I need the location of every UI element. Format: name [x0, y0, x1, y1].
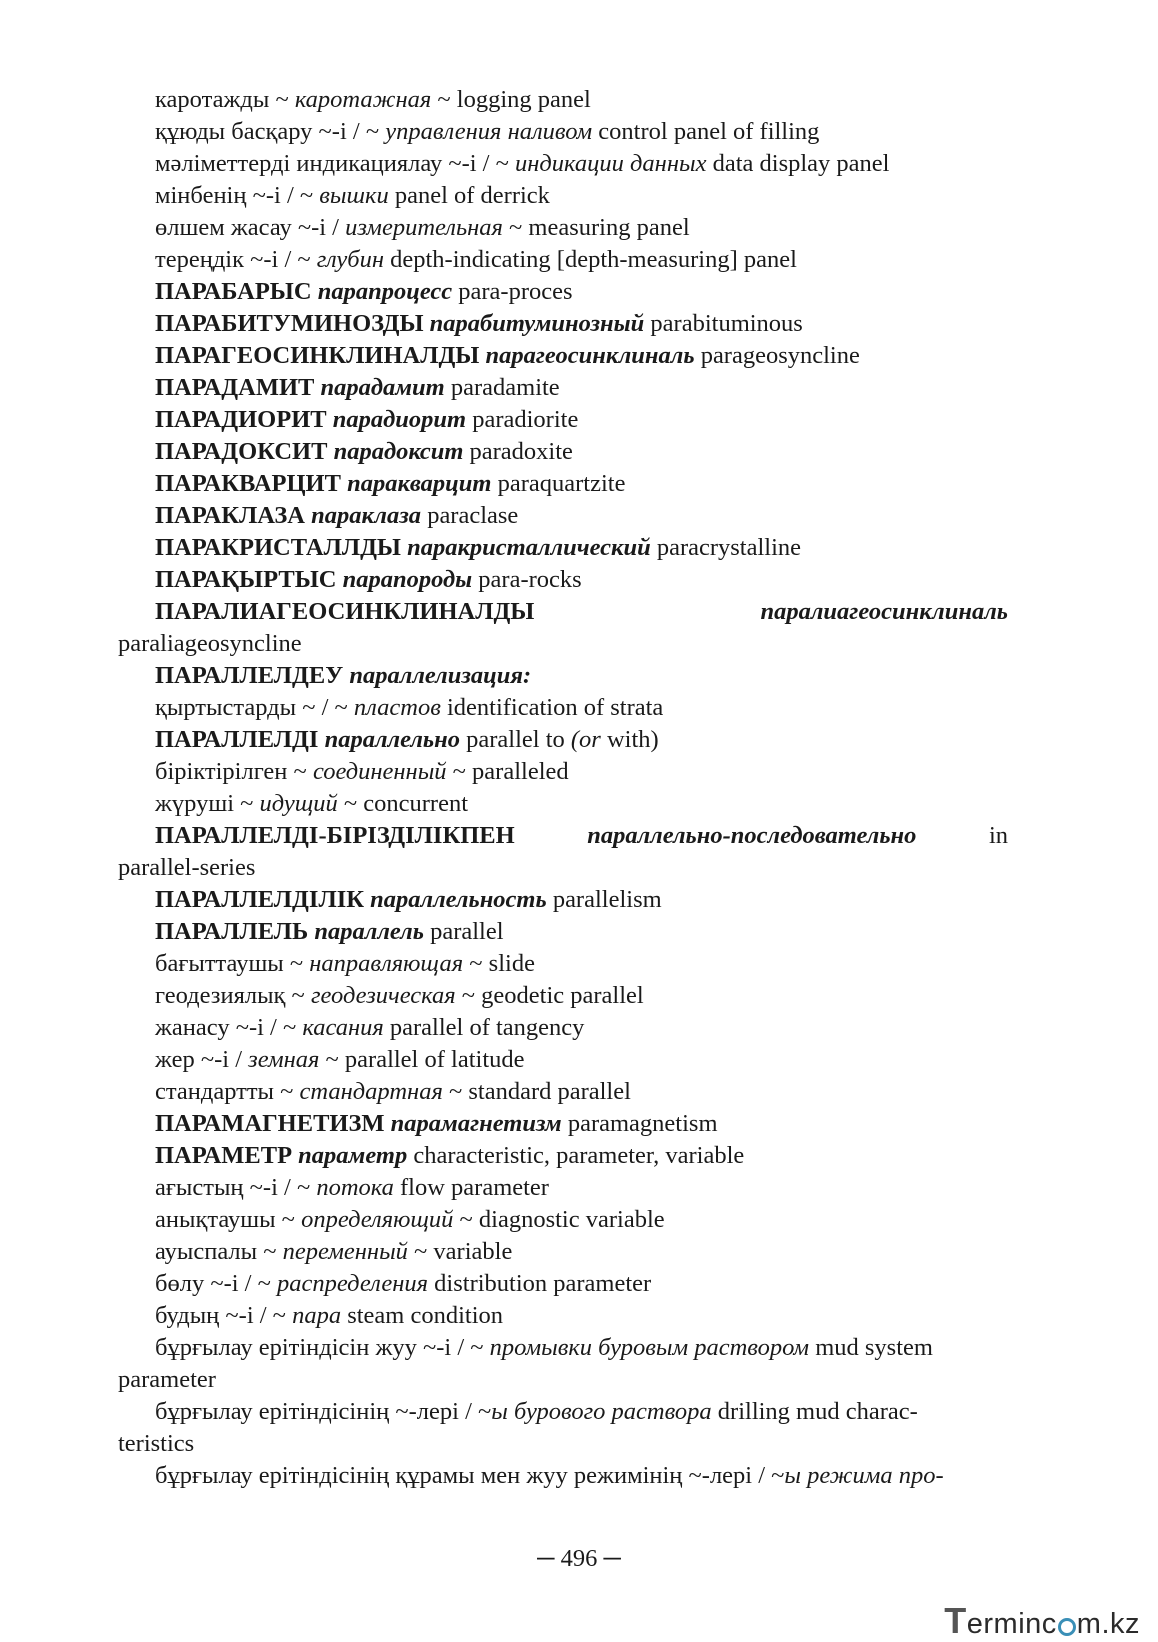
entry-text: біріктірілген ~	[155, 758, 313, 785]
russian-term: парадамит	[320, 374, 445, 401]
entry-subentry-line	[118, 1460, 1008, 1492]
entry-subentry-line	[118, 180, 1008, 212]
entry-text: control panel of filling	[592, 118, 820, 145]
entry-text: parallel-series	[118, 854, 256, 881]
entry-subentry-line	[118, 756, 1008, 788]
entry-text: геодезиялық ~	[155, 982, 311, 1009]
entry-text: depth-indicating [depth-measuring] panel	[383, 246, 797, 273]
entry-text: бұрғылау ерітіндісінің құрамы мен жуу режимінің ~-лері / ~	[155, 1462, 785, 1489]
watermark-o-icon	[1058, 1618, 1076, 1636]
headword: ПАРАМЕТР	[155, 1142, 293, 1169]
russian-text: индикации данных	[515, 150, 707, 177]
entry-subentry-line	[118, 1396, 1008, 1428]
termincom-watermark[interactable]	[944, 1600, 1140, 1642]
entry-headword-line	[118, 884, 1008, 916]
entry-text: paracrystalline	[650, 534, 802, 561]
entry-subentry-line	[118, 116, 1008, 148]
entry-subentry-line	[118, 948, 1008, 980]
entry-text: қыртыстарды ~ / ~	[155, 694, 354, 721]
russian-text: управления наливом	[385, 118, 593, 145]
entry-text: paraclase	[421, 502, 519, 529]
russian-term: парадиорит	[332, 406, 467, 433]
entry-text: paradoxite	[463, 438, 573, 465]
russian-term: параклаза	[311, 502, 422, 529]
entry-text: бағыттаушы ~	[155, 950, 310, 977]
entry-headword-line	[118, 532, 1008, 564]
entry-text: identification of strata	[440, 694, 664, 721]
entry-subentry-line	[118, 1236, 1008, 1268]
russian-term: параллель	[314, 918, 424, 945]
entry-headword-line	[118, 276, 1008, 308]
headword: ПАРАЛЛЕЛДЕУ	[155, 662, 344, 689]
entry-text: ~ concurrent	[337, 790, 469, 817]
headword: ПАРАГЕОСИНКЛИНАЛДЫ	[155, 342, 480, 369]
entry-line-justified	[118, 820, 1008, 852]
entry-headword-line	[118, 660, 1008, 692]
entry-line-justified	[118, 596, 1008, 628]
entry-subentry-line	[118, 692, 1008, 724]
russian-text: направляющая	[309, 950, 464, 977]
dictionary-entries	[118, 84, 1008, 1492]
entry-text: ауыспалы ~	[155, 1238, 283, 1265]
russian-term: параллельность	[370, 886, 547, 913]
russian-text: потока	[316, 1174, 394, 1201]
russian-term: параметр	[298, 1142, 408, 1169]
entry-headword-line	[118, 436, 1008, 468]
entry-text: panel of derrick	[388, 182, 550, 209]
entry-text: бұрғылау ерітіндісінің ~-лері / ~	[155, 1398, 492, 1425]
entry-text: жанасу ~-і / ~	[155, 1014, 303, 1041]
entry-segment-mid	[587, 820, 916, 852]
entry-text: paradamite	[444, 374, 560, 401]
entry-text: құюды басқару ~-і / ~	[155, 118, 386, 145]
entry-headword-line	[118, 372, 1008, 404]
entry-text: өлшем жасау ~-і /	[155, 214, 346, 241]
entry-segment-right	[760, 596, 1008, 628]
entry-text: parabituminous	[644, 310, 803, 337]
headword: ПАРАКВАРЦИТ	[155, 470, 341, 497]
entry-text: будың ~-і / ~	[155, 1302, 293, 1329]
entry-text: parameter	[118, 1366, 216, 1393]
entry-text: ~ measuring panel	[502, 214, 690, 241]
russian-text: каротажная	[294, 86, 432, 113]
entry-continuation-line	[118, 1428, 1008, 1460]
entry-text: ~ parallel of latitude	[319, 1046, 525, 1073]
watermark-text-1: erminc	[966, 1608, 1057, 1640]
entry-text: ~ geodetic parallel	[455, 982, 644, 1009]
entry-text: ~ standard parallel	[442, 1078, 631, 1105]
headword: ПАРАКЛАЗА	[155, 502, 306, 529]
entry-text: ~ slide	[463, 950, 535, 977]
russian-term: парапроцесс	[317, 278, 453, 305]
entry-text: para-proces	[452, 278, 573, 305]
entry-continuation-line	[118, 852, 1008, 884]
russian-text: идущий	[259, 790, 338, 817]
entry-headword-line	[118, 308, 1008, 340]
entry-text: distribution parameter	[428, 1270, 652, 1297]
entry-subentry-line	[118, 244, 1008, 276]
entry-text: paraliageosyncline	[118, 630, 302, 657]
russian-text: пластов	[353, 694, 441, 721]
russian-text: ы бурового раствора	[491, 1398, 712, 1425]
russian-term: парабитуминозный	[429, 310, 645, 337]
russian-term: парапороды	[342, 566, 473, 593]
entry-subentry-line	[118, 1076, 1008, 1108]
entry-text: para-rocks	[472, 566, 582, 593]
entry-headword-line	[118, 340, 1008, 372]
russian-text: касания	[302, 1014, 384, 1041]
headword: ПАРАБАРЫС	[155, 278, 312, 305]
entry-subentry-line	[118, 1300, 1008, 1332]
headword: ПАРАЛЛЕЛДІ	[155, 726, 319, 753]
entry-subentry-line	[118, 788, 1008, 820]
russian-term: парагеосинклиналь	[485, 342, 695, 369]
russian-text: ы режима про-	[784, 1462, 944, 1489]
headword: ПАРАЛЛЕЛДІЛІК	[155, 886, 365, 913]
entry-headword-line	[118, 916, 1008, 948]
russian-text: пара	[292, 1302, 342, 1329]
entry-text: paramagnetism	[561, 1110, 718, 1137]
russian-text: вышки	[319, 182, 389, 209]
russian-text: распределения	[276, 1270, 429, 1297]
russian-text: глубин	[316, 246, 384, 273]
russian-term: параллелизация:	[349, 662, 532, 689]
russian-text: промывки буровым раствором	[489, 1334, 810, 1361]
entry-subentry-line	[118, 1332, 1008, 1364]
russian-term: паралиагеосинклиналь	[760, 598, 1008, 625]
russian-text: определяющий	[301, 1206, 454, 1233]
entry-segment-left	[155, 596, 534, 628]
russian-term: параллельно	[324, 726, 460, 753]
russian-term: парамагнетизм	[390, 1110, 562, 1137]
entry-text: мәліметтерді индикациялау ~-і / ~	[155, 150, 515, 177]
russian-term: параллельно-последовательно	[587, 822, 917, 849]
entry-text: with)	[600, 726, 659, 753]
entry-text: тереңдік ~-і / ~	[155, 246, 317, 273]
headword: ПАРАДАМИТ	[155, 374, 315, 401]
entry-text: анықтаушы ~	[155, 1206, 302, 1233]
entry-subentry-line	[118, 1172, 1008, 1204]
entry-subentry-line	[118, 84, 1008, 116]
entry-text: ~ diagnostic variable	[453, 1206, 665, 1233]
russian-term: паракварцит	[347, 470, 492, 497]
entry-segment-right	[989, 820, 1008, 852]
entry-text: drilling mud charac-	[711, 1398, 918, 1425]
headword: ПАРАБИТУМИНОЗДЫ	[155, 310, 424, 337]
headword: ПАРАДОКСИТ	[155, 438, 328, 465]
entry-text: data display panel	[706, 150, 890, 177]
entry-continuation-line	[118, 1364, 1008, 1396]
entry-text: in	[988, 822, 1008, 849]
russian-text: стандартная	[299, 1078, 443, 1105]
entry-text: мінбенің ~-і / ~	[155, 182, 320, 209]
entry-text: parageosyncline	[694, 342, 860, 369]
entry-text: бөлу ~-і / ~	[155, 1270, 277, 1297]
entry-headword-line	[118, 724, 1008, 756]
russian-term: паракристаллический	[407, 534, 651, 561]
entry-subentry-line	[118, 212, 1008, 244]
entry-text: бұрғылау ерітіндісін жуу ~-і / ~	[155, 1334, 490, 1361]
headword: ПАРАМАГНЕТИЗМ	[155, 1110, 385, 1137]
entry-text: стандартты ~	[155, 1078, 300, 1105]
russian-term: парадоксит	[333, 438, 464, 465]
entry-subentry-line	[118, 1204, 1008, 1236]
entry-headword-line	[118, 1108, 1008, 1140]
entry-subentry-line	[118, 148, 1008, 180]
entry-text: ~ variable	[407, 1238, 513, 1265]
entry-subentry-line	[118, 1012, 1008, 1044]
entry-text: paraquartzite	[491, 470, 626, 497]
entry-text: parallelism	[546, 886, 662, 913]
entry-segment-left	[155, 820, 515, 852]
entry-text: ~ paralleled	[446, 758, 569, 785]
entry-text: paradiorite	[466, 406, 579, 433]
entry-headword-line	[118, 1140, 1008, 1172]
entry-subentry-line	[118, 980, 1008, 1012]
entry-headword-line	[118, 564, 1008, 596]
entry-text: жүруші ~	[155, 790, 260, 817]
entry-text: ~ logging panel	[431, 86, 591, 113]
entry-text: ағыстың ~-і / ~	[155, 1174, 317, 1201]
headword: ПАРАКРИСТАЛЛДЫ	[155, 534, 401, 561]
entry-subentry-line	[118, 1044, 1008, 1076]
entry-text: mud system	[809, 1334, 933, 1361]
entry-text: characteristic, parameter, variable	[407, 1142, 745, 1169]
headword: ПАРАЛИАГЕОСИНКЛИНАЛДЫ	[155, 598, 535, 625]
russian-text: геодезическая	[310, 982, 456, 1009]
watermark-text-2: m.kz	[1076, 1608, 1140, 1640]
entry-text: teristics	[118, 1430, 195, 1457]
russian-text: (or	[570, 726, 601, 753]
russian-text: земная	[248, 1046, 320, 1073]
entry-text: parallel	[423, 918, 504, 945]
headword: ПАРАЛЛЕЛЬ	[155, 918, 309, 945]
entry-text: flow parameter	[393, 1174, 549, 1201]
page-number: ─ 496 ─	[537, 1545, 621, 1572]
headword: ПАРАДИОРИТ	[155, 406, 327, 433]
entry-text: жер ~-і /	[155, 1046, 249, 1073]
russian-text: соединенный	[312, 758, 447, 785]
entry-text: parallel of tangency	[383, 1014, 585, 1041]
entry-continuation-line	[118, 628, 1008, 660]
entry-headword-line	[118, 500, 1008, 532]
entry-headword-line	[118, 404, 1008, 436]
entry-headword-line	[118, 468, 1008, 500]
russian-text: измерительная	[345, 214, 503, 241]
entry-text: каротажды ~	[155, 86, 295, 113]
entry-subentry-line	[118, 1268, 1008, 1300]
entry-text: parallel to	[460, 726, 571, 753]
entry-text: steam condition	[341, 1302, 504, 1329]
russian-text: переменный	[282, 1238, 408, 1265]
watermark-t: T	[944, 1600, 967, 1641]
headword: ПАРАЛЛЕЛДІ-БІРІЗДІЛІКПЕН	[155, 822, 515, 849]
headword: ПАРАҚЫРТЫС	[155, 566, 337, 593]
